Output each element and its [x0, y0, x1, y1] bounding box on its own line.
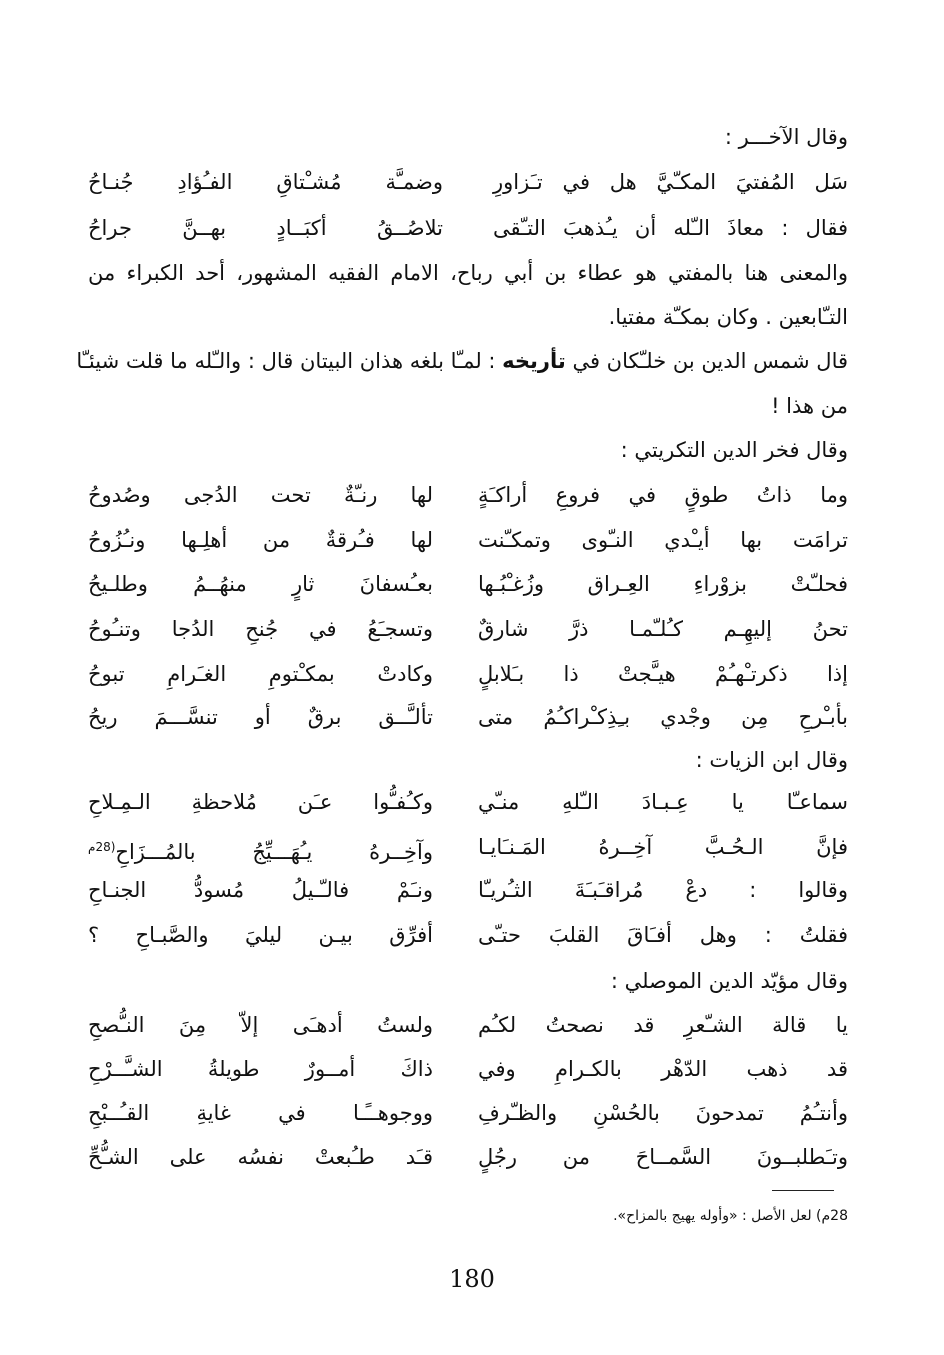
- verse-first-hemistich: وأنتـُمُ تمدحونَ بالحُسْنِ والظـّرفِ: [478, 1101, 848, 1125]
- verse-second-hemistich: وكادتْ بمكـْتومِ الغـَرامِ تبوحُ: [88, 662, 433, 686]
- verse-first-hemistich: يا قالة الشـّعرِ قد نصحتُ لكـُم: [478, 1013, 848, 1037]
- section-heading: وقال فخر الدين التكريتي :: [620, 438, 848, 462]
- verse-line: [88, 700, 848, 734]
- verse-first-hemistich: فإنَّ الـحُـبَّ آخِــرهُ المَـنـَايـا: [478, 835, 848, 859]
- verse-line: [88, 1140, 848, 1174]
- prose-line: التـّابعين . وكان بمكـّة مفتيا.: [608, 305, 848, 329]
- verse-second-hemistich: ولستُ أدهـَى إلاّ مِنَ النـُّصحِ: [88, 1013, 433, 1037]
- verse-second-hemistich: ذاكَ أمــورٌ طويلةُ الشـَّــرْحِ: [88, 1057, 433, 1081]
- verse-second-hemistich: تلاصُــقُ أكبَــادٍ بهــنَّ جراحُ: [88, 216, 443, 240]
- verse-line: [88, 612, 848, 646]
- verse-second-hemistich: تألـَّــق برقٌ أو تنسَّـــمَ ريحُ: [88, 705, 433, 729]
- verse-first-hemistich: بأبـْرحِ مِن وجْدي بـِذِكـْراكـُمُ متى: [478, 705, 848, 729]
- verse-first-hemistich: سماعـّا يا عِـبـادَ الـّلهِ منـّي: [478, 790, 848, 814]
- verse-first-hemistich: إذا ذكرتـْهـُمْ هيـَّجتْ ذا بـَلابلٍ: [478, 662, 848, 686]
- verse-line: [88, 567, 848, 601]
- book-title: تأريخه: [502, 349, 566, 373]
- verse-line: [88, 873, 848, 907]
- footnote-divider: [772, 1190, 834, 1191]
- page-number: 180: [449, 1265, 495, 1293]
- verse-first-hemistich: فحلـّتْ بزوْراءِ العِـراق وزُغـْبُـها: [478, 572, 848, 596]
- verse-second-hemistich: ونـَمْ فالـّـيلُ مُسودُّ الجنـاحِ: [88, 878, 433, 902]
- prose-line: والمعنى هنا بالمفتي هو عطاء بن أبي رباح، الامام الفقيه المشهور، أحد الكبراء من: [88, 261, 848, 285]
- verse-first-hemistich: وما ذاتُ طوقٍ في فروعِ أراكـَةٍ: [478, 483, 848, 507]
- verse-line: [88, 657, 848, 691]
- verse-line: [88, 478, 848, 512]
- verse-second-hemistich: ووجوهــًـا في غايةِ القـُــبْحِ: [88, 1101, 433, 1125]
- verse-line: [88, 1052, 848, 1086]
- footnote-reference: (28م: [88, 840, 116, 854]
- verse-first-hemistich: ترامَت بها أيـْدي النـّوى وتمكـّنت: [478, 528, 848, 552]
- verse-line: [88, 830, 848, 864]
- verse-first-hemistich: تحنُ إليهِـم كـُلـّمـا ذرَّ شارقٌ: [478, 617, 848, 641]
- verse-second-hemistich: [88, 830, 433, 869]
- verse-second-hemistich: وتسجـَعُ في جُنحِ الدُجا وتنـُوحُ: [88, 617, 433, 641]
- section-heading: وقال ابن الزيات :: [695, 748, 848, 772]
- intro-heading: وقال الآخـــر :: [724, 125, 848, 149]
- verse-second-hemistich: وكـُفـُّوا عـَن مُلاحظةِ الـمِـلاحِ: [88, 790, 433, 814]
- footnote: 28م) لعل الأصل : «وأوله يهيج بالمزاح».: [613, 1208, 848, 1224]
- verse-line: [88, 918, 848, 952]
- verse-first-hemistich: فقال : معاذَ الـّله أن يـُذهبَ التـّقى: [493, 216, 848, 240]
- verse-first-hemistich: فقلتُ : وهل أفـَاقَ القلبَ حتـّى: [478, 923, 848, 947]
- verse-line: [88, 165, 848, 199]
- section-heading: وقال مؤيّد الدين الموصلي :: [610, 969, 848, 993]
- verse-second-hemistich: وضمـَّة مُشـْتاقِ الفـُؤادِ جُنـاحُ: [88, 170, 443, 194]
- verse-first-hemistich: وتـَطلبــونَ السَّمــاحَ من رجُلٍ: [478, 1145, 848, 1169]
- verse-line: [88, 523, 848, 557]
- verse-second-hemistich: قـَد طـُبعتْ نفسُه على الشـُّحِّ: [88, 1145, 433, 1169]
- prose-line: من هذا !: [771, 394, 848, 418]
- verse-second-hemistich: لها فـُرقةٌ من أهلِـها ونـُزُوحُ: [88, 528, 433, 552]
- prose-line: [76, 346, 848, 376]
- verse-text: وآخِــرهُ يـُهَـــيِّجُ بالمُـــزَاحِ: [115, 840, 433, 864]
- verse-line: [88, 211, 848, 245]
- verse-line: [88, 785, 848, 819]
- verse-first-hemistich: سَل المُفتيَ المكـّيَّ هل في تـَزاورِ: [493, 170, 848, 194]
- verse-first-hemistich: وقالوا : دعْ مُراقـَبـَةَ الثـُريـّا: [478, 878, 848, 902]
- verse-line: [88, 1096, 848, 1130]
- verse-line: [88, 1008, 848, 1042]
- verse-first-hemistich: قد ذهب الدّهْر بالكـرامِ وفي: [478, 1057, 848, 1081]
- prose-text: قال شمس الدين بن خلـّكان في: [565, 349, 848, 373]
- verse-second-hemistich: لها رنـّةٌ تحت الدُجى وصُدوحُ: [88, 483, 433, 507]
- verse-second-hemistich: بعـُسفانَ ثارٍ منهُــمُ وطلـيحُ: [88, 572, 433, 596]
- verse-second-hemistich: أفرِّق بيـن ليليَ والصَّبـاحِ ؟: [88, 923, 433, 947]
- prose-text: : لمـّا بلغه هذان البيتان قال : والـّله ما قلت شيئـّا: [76, 349, 503, 373]
